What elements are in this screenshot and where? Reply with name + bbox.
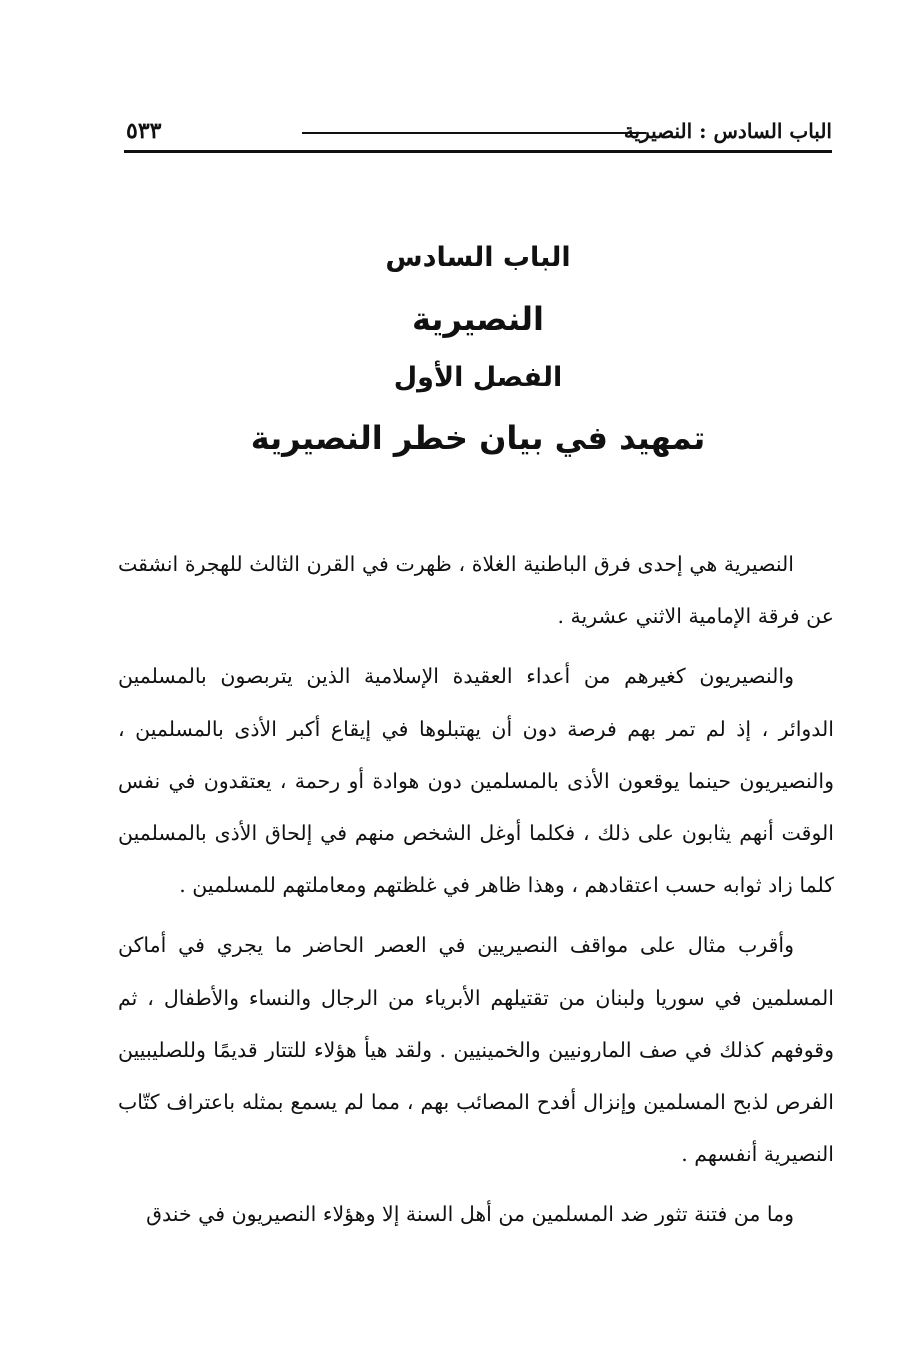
paragraph: النصيرية هي إحدى فرق الباطنية الغلاة ، ظهرت في القرن الثالث للهجرة انشقت عن فرقة الإمامية الاثني عشرية . xyxy=(118,552,834,629)
section-heading: تمهيد في بيان خطر النصيرية xyxy=(250,419,706,457)
body-text xyxy=(118,538,834,1249)
running-title: الباب السادس : النصيرية xyxy=(623,119,832,143)
paragraph: وما من فتنة تثور ضد المسلمين من أهل السنة إلا وهؤلاء النصيريون في خندق xyxy=(146,1202,794,1227)
part-title: الباب السادس xyxy=(385,242,571,273)
page-header xyxy=(124,116,832,154)
chapter-title: الفصل الأول xyxy=(393,362,563,393)
header-dash-line xyxy=(302,132,646,134)
paragraph: والنصيريون كغيرهم من أعداء العقيدة الإسلامية الذين يتربصون بالمسلمين الدوائر ، إذ لم تمر بهم فرصة دون أن يهتبلوها في إيقاع أكبر الأذى بالمسلمين ، والنصيريون حينما يوقعون الأذى بالمسلمين دون هوادة أو رحمة ، يعتقدون في نفس الوقت أنهم يثابون على ذلك ، فكلما أوغل الشخص منهم في إلحاق الأذى بالمسلمين كلما زاد ثوابه حسب اعتقادهم ، وهذا ظاهر في غلظتهم ومعاملتهم للمسلمين . xyxy=(118,664,834,898)
page-number: ٥٣٣ xyxy=(126,118,162,144)
sect-title: النصيرية xyxy=(412,300,544,338)
chapter-titles xyxy=(124,228,832,470)
paragraph: وأقرب مثال على مواقف النصيريين في العصر الحاضر ما يجري في أماكن المسلمين في سوريا ولبنان من تقتيلهم الأبرياء من الرجال والنساء والأطفال ، ثم وقوفهم كذلك في صف المارونيين والخمينيين . ولقد هيأ هؤلاء للتتار قديمًا وللصليبيين الفرص لذبح المسلمين وإنزال أفدح المصائب بهم ، مما لم يسمع بمثله باعتراف كتّاب النصيرية أنفسهم . xyxy=(118,933,834,1167)
header-rule xyxy=(124,150,832,153)
